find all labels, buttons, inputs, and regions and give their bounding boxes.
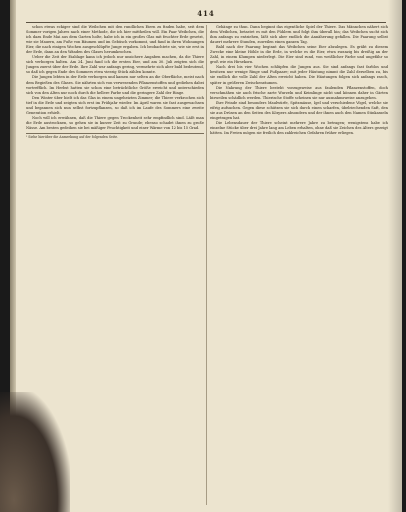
left-paragraph: Ueber die Zeit der Eiablage kann ich jedoch nur unsichere Angaben machen, da die Thiere sich verborgen halten. Am 24. Juni fand ich die ersten Eier, und am 30. Juli zeigten sich die Jungen zuerst über der Erde. Ihre Zahl war anfangs gering, vermehrte sich aber bald bedeutend, so daß ich gegen Ende des Sommers etwa vierzig Stück zählen konnte. — [26, 55, 204, 75]
right-paragraph: Ihre Feinde sind besonders Maulwürfe, Spitzmäuse, Igel und verschiedene Vögel, welche sie eifrig aufsuchen. Gegen diese schützen sie sich durch einen scharfen, übelriechenden Saft, den sie aus Drüsen an den Seiten des Körpers absondern und der ihnen auch den Namen Stinkasseln eingetragen hat. — [210, 100, 388, 120]
column-divider — [206, 25, 207, 505]
right-paragraph: Die Nahrung der Thiere besteht vorzugsweise aus faulenden Pflanzenstoffen, doch verschmähen sie auch frische zarte Wurzeln und Keimlinge nicht und können daher in Gärten bisweilen schädlich werden. Thierische Stoffe scheinen sie nur ausnahmsweise anzugehen. — [210, 85, 388, 100]
page-number: 414 — [197, 9, 215, 18]
page-edge-shadow — [388, 0, 402, 512]
left-paragraph: Noch will ich erwähnen, daß die Thiere gegen Trockenheit sehr empfindlich sind. Läßt man die Erde austrocknen, so gehen sie in kurzer Zeit zu Grunde; ebenso schadet ihnen zu große Nässe. Am besten gedeihen sie bei mäßiger Feuchtigkeit und einer Wärme von 12 bis 15 Grad. — [26, 115, 204, 130]
right-column — [210, 25, 388, 507]
right-paragraph: Gehänge zu thun. Dann beginnt das eigentliche Spiel der Thiere. Das Männchen nähert sich dem Weibchen, betastet es mit den Fühlern und folgt ihm überall hin; das Weibchen sucht sich ihm anfangs zu entziehen, läßt sich aber endlich die Annäherung gefallen. Die Paarung selbst dauert mehrere Stunden, zuweilen einen ganzen Tag. — [210, 25, 388, 45]
header-rule — [26, 22, 386, 23]
right-paragraph: Nach drei bis vier Wochen schlüpfen die Jungen aus. Sie sind anfangs fast farblos und besitzen nur wenige Ringe und Fußpaare; mit jeder Häutung nimmt die Zahl derselben zu, bis sie endlich die volle Zahl der Alten erreicht haben. Die Häutungen folgen sich anfangs rasch, später in größeren Zwischenräumen. — [210, 65, 388, 85]
right-paragraph: Bald nach der Paarung beginnt das Weibchen seine Eier abzulegen. Es gräbt zu diesem Zwecke eine kleine Höhle in die Erde, in welche es die Eier, etwa zwanzig bis dreißig an der Zahl, in einem Klumpen niederlegt. Die Eier sind rund, von weißlicher Farbe und ungefähr so groß wie ein Hirsekorn. — [210, 45, 388, 65]
footnote: ¹ Siehe hierüber die Anmerkung auf der folgenden Seite. — [26, 133, 204, 140]
holding-thumb — [0, 392, 70, 512]
left-paragraph: Den Winter über hielt ich das Glas in einem ungeheizten Zimmer; die Thiere verkrochen sich tief in die Erde und zeigten sich erst im Frühjahr wieder. Im April waren sie fast ausgewachsen und begannen sich nun selbst fortzupflanzen, so daß ich im Laufe des Sommers eine zweite Generation erhielt. — [26, 95, 204, 115]
right-paragraph: Die Lebensdauer der Thiere scheint mehrere Jahre zu betragen; wenigstens habe ich einzelne Stücke über drei Jahre lang am Leben erhalten, ohne daß sie Zeichen des Alters gezeigt hätten. Im Freien mögen sie freilich den zahlreichen Gefahren früher erliegen. — [210, 120, 388, 135]
left-paragraph: Die Jungen lebten in der Erde verborgen und kamen nur selten an die Oberfläche, meist nach dem Begießen des Glases. Sie nährten sich von verwesenden Pflanzenstoffen und gediehen dabei vortrefflich. Im Herbst hatten sie schon eine beträchtliche Größe erreicht und unterschieden sich von den Alten nur noch durch die hellere Farbe und die geringere Zahl der Ringe. — [26, 75, 204, 95]
left-paragraph: schon etwas eckiger sind die Weibchen mit den rundlichen Eiern zu finden habe, seit dem Sommer vorigen Jahres nach einer Methode, die ich hier mittheilen will. Ein Paar Weibchen, die ich dazu Ende Mai aus dem Garten holte, habe ich in ein großes Glas mit feuchter Erde gesetzt, wie sie Mauern, am Fuße von Bäumen und im Gebüsch vorkommt, und fand in ihren Wohnungen Eier, die nach einigen Wochen ausgeschlüpfte Junge ergaben. Ich beobachtete sie, wie sie erst in der Erde, dann an den Wänden des Glases herumkrochen. — [26, 25, 204, 55]
